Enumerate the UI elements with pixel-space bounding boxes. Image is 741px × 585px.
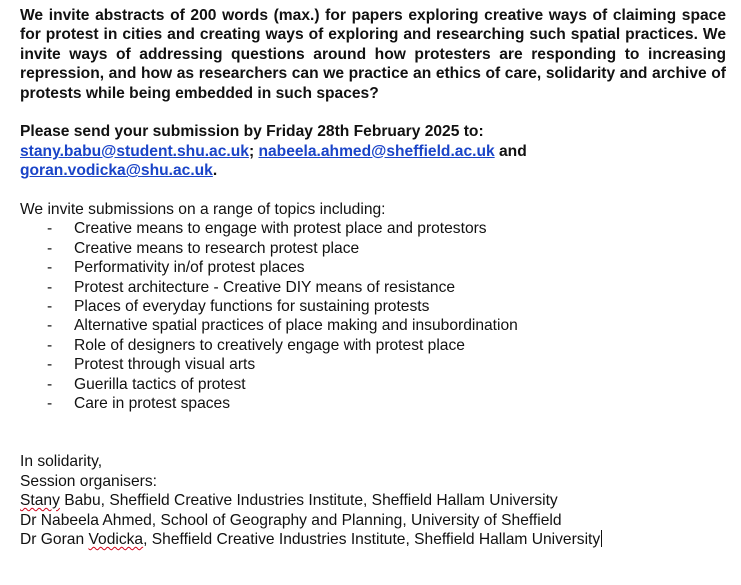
list-item xyxy=(20,316,726,335)
topic-text: Performativity in/of protest places xyxy=(74,259,305,277)
bullet-dash: - xyxy=(47,278,53,296)
bullet-dash: - xyxy=(47,317,53,335)
topic-text: Places of everyday functions for sustaining protests xyxy=(74,298,430,316)
organiser-goran-vodicka xyxy=(20,530,726,549)
list-item xyxy=(20,375,726,394)
email-separator: ; xyxy=(248,142,259,160)
email-link-nabeela[interactable]: nabeela.ahmed@sheffield.ac.uk xyxy=(258,142,495,160)
organiser-title: Dr xyxy=(20,530,41,548)
bullet-dash: - xyxy=(47,375,53,393)
topic-text: Creative means to research protest place xyxy=(74,239,360,257)
bullet-dash: - xyxy=(47,336,53,354)
organiser-surname: Babu xyxy=(64,492,101,510)
email-link-goran[interactable]: goran.vodicka@shu.ac.uk xyxy=(20,162,213,180)
topic-text: Creative means to engage with protest place and protestors xyxy=(74,220,487,238)
topic-text: Guerilla tactics of protest xyxy=(74,375,246,393)
organiser-surname: Ahmed xyxy=(102,511,152,529)
organiser-first-name: Nabeela xyxy=(40,511,99,529)
bullet-dash: - xyxy=(47,220,53,238)
topic-text: Care in protest spaces xyxy=(74,395,231,413)
topics-intro: We invite submissions on a range of topics including: xyxy=(20,201,386,219)
submission-paragraph xyxy=(20,122,726,180)
list-item xyxy=(20,239,726,258)
organiser-first-name: Goran xyxy=(40,530,85,548)
topic-text: Alternative spatial practices of place making and insubordination xyxy=(74,317,518,335)
topic-text: Protest through visual arts xyxy=(74,356,256,374)
list-item xyxy=(20,297,726,316)
text-cursor xyxy=(601,530,602,547)
organiser-affiliation: , Sheffield Creative Industries Institute, Sheffield Hallam University xyxy=(100,492,558,510)
organiser-nabeela-ahmed xyxy=(20,511,726,530)
organiser-stany-babu xyxy=(20,491,726,510)
organiser-surname: Vodicka xyxy=(88,530,144,548)
submission-lead: Please send your submission by Friday 28th February 2025 to: xyxy=(20,123,484,141)
list-item xyxy=(20,336,726,355)
bullet-dash: - xyxy=(47,356,53,374)
email-end: . xyxy=(212,162,218,180)
list-item xyxy=(20,394,726,413)
intro-paragraph: We invite abstracts of 200 words (max.) for papers exploring creative ways of claiming space for protest in cities and creating ways of exploring and researching such spatial practices. We invite ways of addressing questions around how protesters are responding to increasing repression, and how as researchers can we practice an ethics of care, solidarity and archive of protests while being embedded in such spaces? xyxy=(20,7,726,102)
email-conjunction: and xyxy=(494,142,527,160)
organiser-first-name: Stany xyxy=(20,492,60,510)
closing-line: In solidarity, xyxy=(20,453,103,471)
organiser-title: Dr xyxy=(20,511,41,529)
signoff xyxy=(20,452,726,549)
list-item xyxy=(20,355,726,374)
bullet-dash: - xyxy=(47,395,53,413)
bullet-dash: - xyxy=(47,239,53,257)
topic-text: Role of designers to creatively engage with protest place xyxy=(74,336,465,354)
email-link-stany[interactable]: stany.babu@student.shu.ac.uk xyxy=(20,142,249,160)
bullet-dash: - xyxy=(47,259,53,277)
organiser-affiliation: , Sheffield Creative Industries Institute, Sheffield Hallam University xyxy=(143,530,601,548)
bullet-dash: - xyxy=(47,298,53,316)
organiser-affiliation: , School of Geography and Planning, University of Sheffield xyxy=(151,511,562,529)
document-body[interactable] xyxy=(20,6,726,549)
organisers-label: Session organisers: xyxy=(20,472,157,490)
topics-list xyxy=(20,219,726,413)
list-item xyxy=(20,258,726,277)
topic-text: Protest architecture - Creative DIY means of resistance xyxy=(74,278,456,296)
list-item xyxy=(20,219,726,238)
list-item xyxy=(20,278,726,297)
